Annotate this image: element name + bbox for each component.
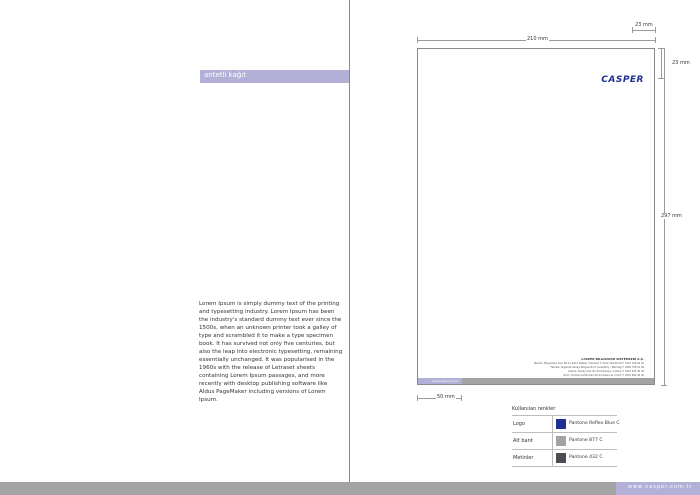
company-name: CASPER BİLGİSAYAR SİSTEMLERİ A.Ş. (581, 357, 644, 361)
body-text: Lorem Ipsum is simply dummy text of the printing and typesetting industry. Lorem Ipsum has been the industry's standard dummy text ever since the 1500s, when an unknown printer took a galley of type and scrambled it to make a type specimen book. It has survived not only five centuries, but also the leap into electronic typesetting, remaining essentially unchanged. It was popularised in the 1960s with the release of Letraset sheets containing Lorem Ipsum passages, and more recently with desktop publishing software like Aldus PageMaker including versions of Lorem Ipsum. (199, 301, 343, 403)
paper-footer-url: www.casper.com.tr (432, 379, 459, 383)
dimension-tick (461, 395, 462, 401)
address-line: İzmir: Cumhuriyet Bulvarı No:44 Alsancak / İzmir T: 0232 464 40 40 (563, 374, 644, 377)
color-swatch (556, 419, 566, 429)
dimension-tick (655, 27, 656, 33)
color-name: Pantone 877 C (569, 438, 603, 443)
band-dimension-label: 50 mm (437, 394, 455, 400)
colors-table (512, 406, 620, 467)
color-row-alt-bant (512, 432, 617, 449)
color-role: Logo (513, 421, 525, 427)
width-dimension-label: 210 mm (527, 36, 548, 42)
bottom-band-url: www.casper.com.tr (628, 484, 693, 490)
top-margin-dimension-label: 23 mm (672, 60, 690, 66)
table-divider (552, 416, 553, 432)
dimension-tick (661, 385, 667, 386)
colors-table-title: Kullanılan renkler (512, 406, 556, 412)
address-line: Merkez: Büyükdere Cad. No:11 Kat:4 Maslak / İstanbul T: 0212 329 26 00 F: 0212 329 26 01 (533, 362, 644, 365)
color-swatch (556, 453, 566, 463)
address-line: Ankara: Kızılay Cad. No:20 Çankaya / Ankara T: 0312 425 30 30 (567, 370, 644, 373)
casper-logo: CASPER (601, 75, 644, 85)
table-divider (552, 433, 553, 449)
color-name: Pantone 432 C (569, 455, 603, 460)
dimension-tick (632, 27, 633, 33)
table-divider (552, 450, 553, 466)
top-margin-dimension-line (661, 48, 662, 78)
color-row-metinler (512, 449, 617, 467)
page-spine (349, 0, 350, 495)
right-margin-dimension-label: 23 mm (635, 22, 653, 28)
color-swatch (556, 436, 566, 446)
dimension-tick (655, 37, 656, 43)
dimension-tick (417, 395, 418, 401)
address-line: Fabrika: Organize Sanayi Bölgesi No:5 Çerkezköy / Tekirdağ T: 0282 758 10 00 (550, 366, 644, 369)
height-dimension-label: 297 mm (661, 213, 682, 219)
dimension-tick (417, 37, 418, 43)
color-name: Pantone Reflex Blue C (569, 421, 620, 426)
color-role: Metinler (513, 455, 534, 461)
section-label: antetli kağıt (204, 71, 246, 79)
letterhead-paper (417, 48, 655, 385)
bottom-band (0, 482, 700, 495)
color-row-logo (512, 415, 620, 432)
color-role: Alt bant (513, 438, 533, 444)
section-band (200, 70, 349, 83)
right-margin-dimension-line (632, 30, 655, 31)
